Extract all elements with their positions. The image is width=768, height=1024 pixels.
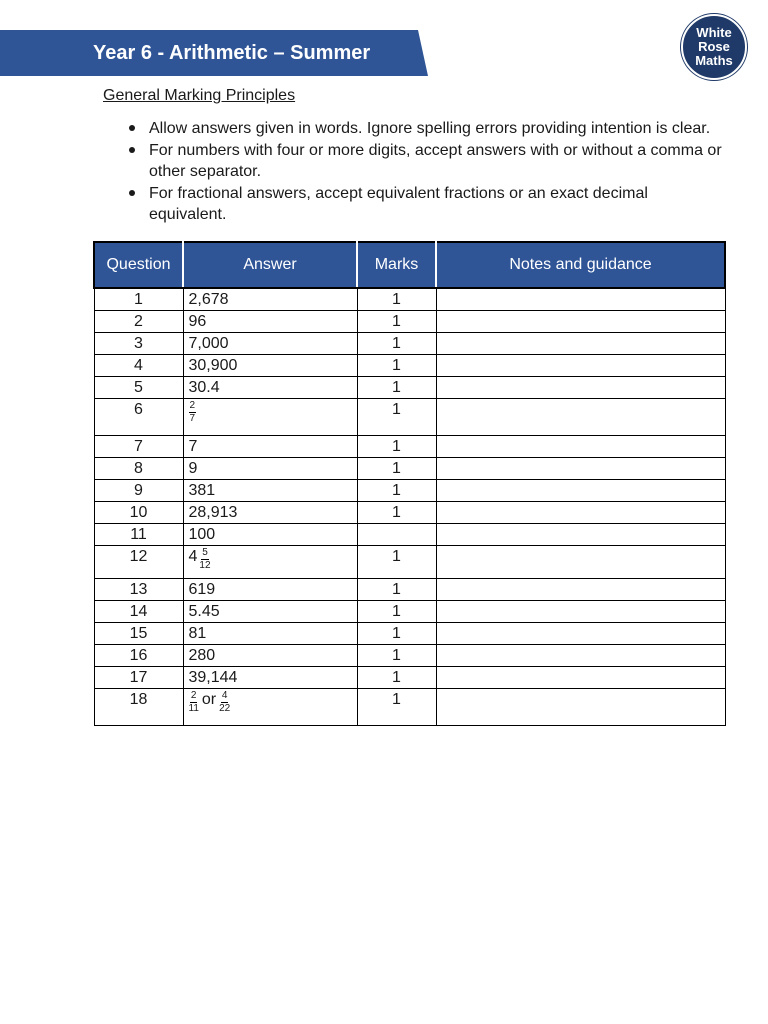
table-body: [94, 288, 725, 726]
question-cell: 10: [94, 502, 183, 524]
marks-cell: 1: [357, 333, 436, 355]
logo-line-1: White: [696, 25, 732, 40]
white-rose-maths-logo: [681, 14, 747, 80]
question-cell: 9: [94, 480, 183, 502]
or-text: or: [201, 691, 217, 708]
marks-cell: 1: [357, 436, 436, 458]
marks-cell: 1: [357, 288, 436, 311]
fraction-numerator: 2: [189, 400, 196, 411]
marking-principles-heading: General Marking Principles: [103, 87, 296, 104]
table-row: [94, 601, 725, 623]
question-cell: 11: [94, 524, 183, 546]
marks-cell: 1: [357, 502, 436, 524]
answer-cell: 7,000: [183, 333, 357, 355]
notes-cell: [436, 689, 725, 726]
notes-cell: [436, 524, 725, 546]
notes-cell: [436, 436, 725, 458]
marks-cell: 1: [357, 311, 436, 333]
mixed-number-whole: 4: [188, 548, 198, 565]
fraction-denominator: 11: [188, 703, 199, 714]
fraction-numerator: 5: [202, 547, 208, 558]
question-cell: 16: [94, 645, 183, 667]
fraction: [189, 400, 197, 425]
notes-cell: [436, 355, 725, 377]
answer-cell: 30,900: [183, 355, 357, 377]
marks-cell: 1: [357, 645, 436, 667]
table-row: [94, 399, 725, 436]
marks-cell: 1: [357, 601, 436, 623]
marks-cell: 1: [357, 399, 436, 436]
table-row: [94, 667, 725, 689]
table-row: [94, 546, 725, 579]
question-cell: 5: [94, 377, 183, 399]
table-row: [94, 458, 725, 480]
answer-cell: 2,678: [183, 288, 357, 311]
table-row: [94, 623, 725, 645]
answer-cell: 96: [183, 311, 357, 333]
mark-scheme-table: [93, 241, 726, 726]
marks-cell: 1: [357, 458, 436, 480]
header-marks: Marks: [357, 242, 436, 288]
notes-cell: [436, 480, 725, 502]
question-cell: 8: [94, 458, 183, 480]
table-row: [94, 333, 725, 355]
notes-cell: [436, 546, 725, 579]
notes-cell: [436, 645, 725, 667]
fraction-numerator: 4: [221, 690, 228, 701]
marks-cell: 1: [357, 667, 436, 689]
principle-item: Allow answers given in words. Ignore spelling errors providing intention is clear.: [128, 118, 728, 139]
notes-cell: [436, 399, 725, 436]
header-notes: Notes and guidance: [436, 242, 725, 288]
question-cell: 17: [94, 667, 183, 689]
fraction: [189, 690, 199, 715]
notes-cell: [436, 579, 725, 601]
table-row: [94, 355, 725, 377]
notes-cell: [436, 377, 725, 399]
fraction: [199, 547, 210, 572]
question-cell: 14: [94, 601, 183, 623]
table-row: [94, 579, 725, 601]
notes-cell: [436, 333, 725, 355]
table-row: [94, 436, 725, 458]
table-row: [94, 689, 725, 726]
fraction-numerator: 2: [190, 690, 197, 701]
table-row: [94, 311, 725, 333]
table-row: [94, 480, 725, 502]
logo-line-2: Rose: [698, 39, 730, 54]
logo-line-3: Maths: [695, 53, 733, 68]
table-row: [94, 288, 725, 311]
question-cell: 3: [94, 333, 183, 355]
table-row: [94, 645, 725, 667]
notes-cell: [436, 601, 725, 623]
answer-cell: 100: [183, 524, 357, 546]
notes-cell: [436, 458, 725, 480]
fraction-denominator: 7: [189, 413, 196, 424]
header-question: Question: [94, 242, 183, 288]
marks-cell: 1: [357, 377, 436, 399]
question-cell: 1: [94, 288, 183, 311]
marks-cell: 1: [357, 689, 436, 726]
answer-cell: [183, 689, 357, 726]
notes-cell: [436, 623, 725, 645]
answer-cell: 7: [183, 436, 357, 458]
answer-cell: 39,144: [183, 667, 357, 689]
principle-item: For fractional answers, accept equivalent fractions or an exact decimal equivalent.: [128, 183, 728, 225]
answer-cell: 28,913: [183, 502, 357, 524]
question-cell: 7: [94, 436, 183, 458]
notes-cell: [436, 288, 725, 311]
marking-principles-list: [128, 118, 728, 226]
answer-cell: 619: [183, 579, 357, 601]
fraction-denominator: 12: [199, 560, 211, 571]
answer-cell: 30.4: [183, 377, 357, 399]
fraction-denominator: 22: [219, 703, 231, 714]
marks-cell: 1: [357, 579, 436, 601]
principle-item: For numbers with four or more digits, accept answers with or without a comma or other separator.: [128, 140, 728, 182]
marks-cell: [357, 524, 436, 546]
notes-cell: [436, 502, 725, 524]
question-cell: 6: [94, 399, 183, 436]
table-row: [94, 502, 725, 524]
answer-cell: 9: [183, 458, 357, 480]
question-cell: 15: [94, 623, 183, 645]
answer-cell: 81: [183, 623, 357, 645]
notes-cell: [436, 667, 725, 689]
question-cell: 2: [94, 311, 183, 333]
marks-cell: 1: [357, 480, 436, 502]
question-cell: 13: [94, 579, 183, 601]
answer-cell: 5.45: [183, 601, 357, 623]
header-answer: Answer: [183, 242, 357, 288]
answer-cell: 381: [183, 480, 357, 502]
answer-cell: [183, 546, 357, 579]
table-header-row: [94, 242, 725, 288]
fraction: [219, 690, 230, 715]
page-title: Year 6 - Arithmetic – Summer: [93, 42, 371, 64]
notes-cell: [436, 311, 725, 333]
answer-cell: 280: [183, 645, 357, 667]
answer-cell: [183, 399, 357, 436]
question-cell: 12: [94, 546, 183, 579]
marks-cell: 1: [357, 546, 436, 579]
table-row: [94, 377, 725, 399]
question-cell: 18: [94, 689, 183, 726]
marks-cell: 1: [357, 623, 436, 645]
question-cell: 4: [94, 355, 183, 377]
table-row: [94, 524, 725, 546]
marks-cell: 1: [357, 355, 436, 377]
